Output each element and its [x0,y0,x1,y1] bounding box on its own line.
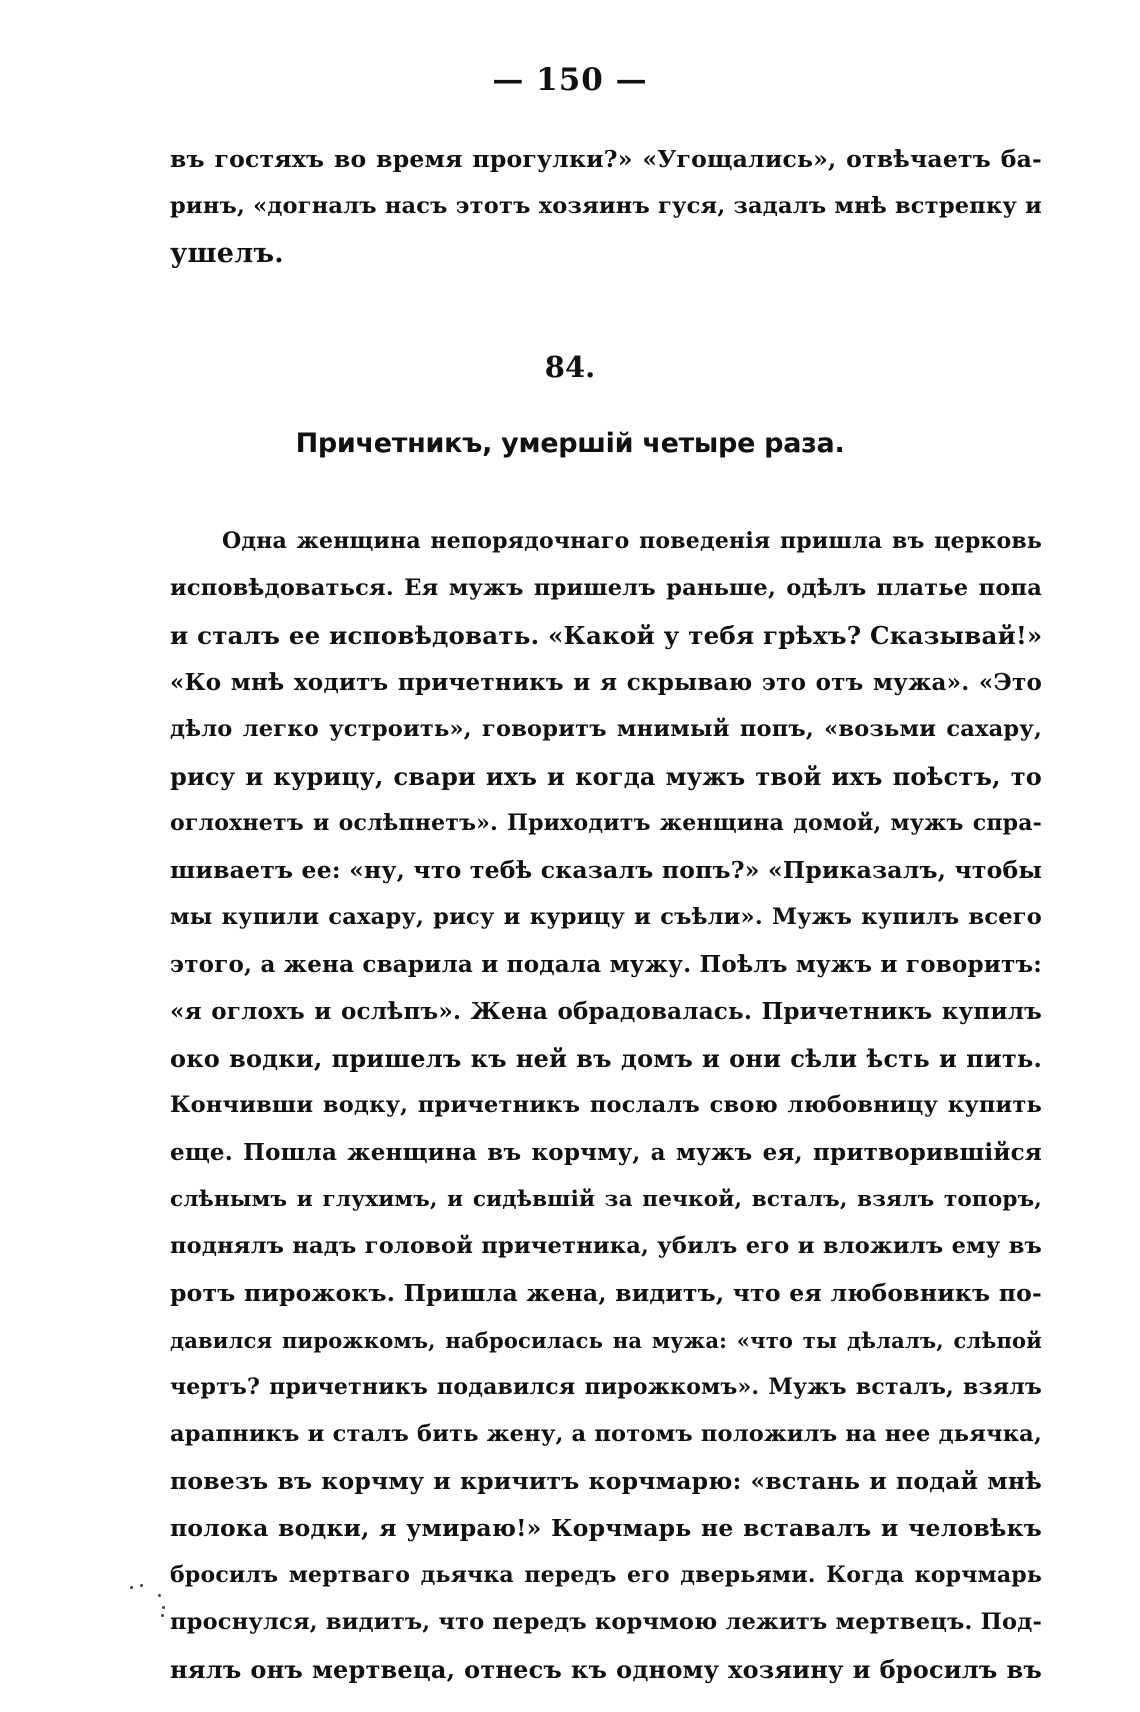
text-line: полока водки, я умираю!» Корчмарь не вставалъ и человѣкъ [170,1514,1042,1542]
text-line: поднялъ надъ головой причетника, убилъ его и вложилъ ему въ [170,1233,1042,1259]
text-line: слѣнымъ и глухимъ, и сидѣвшій за печкой, всталъ, взялъ топоръ, [170,1187,1042,1212]
print-speck-marks [128,1576,176,1616]
text-line: рису и курицу, свари ихъ и когда мужъ твой ихъ поѣстъ, то [170,762,1042,791]
story-title: Причетникъ, умершій четыре раза. [295,428,845,459]
story-number: 84. [544,350,596,384]
text-line: Кончивши водку, причетникъ послалъ свою любовницу купить [170,1092,1042,1118]
text-line: шиваетъ ее: «ну, что тебѣ сказалъ попъ?» «Приказалъ, чтобы [170,856,1043,884]
text-line: оглохнетъ и ослѣпнетъ». Приходитъ женщина домой, мужъ спра- [170,810,1042,836]
text-line: чертъ? причетникъ подавился пирожкомъ». Мужъ всталъ, взялъ [170,1374,1042,1400]
text-line: дѣло легко устроить», говоритъ мнимый попъ, «возьми сахару, [170,716,1042,742]
text-line: нялъ онъ мертвеца, отнесъ къ одному хозяину и бросилъ въ [170,1655,1042,1684]
text-line: ринъ, «догналъ насъ этотъ хозяинъ гуся, задалъ мнѣ встрепку и [170,193,1042,219]
text-line: ротъ пирожокъ. Пришла жена, видитъ, что ея любовникъ по- [170,1279,1042,1307]
text-line: бросилъ мертваго дьячка передъ его дверьями. Когда корчмарь [170,1562,1042,1588]
text-line: этого, а жена сварила и подала мужу. Поѣлъ мужъ и говоритъ: [170,951,1042,978]
text-line: «я оглохъ и ослѣпъ». Жена обрадовалась. Причетникъ купилъ [170,998,1042,1025]
previous-story-ending [170,136,1042,277]
text-line: око водки, пришелъ къ ней въ домъ и они сѣли ѣсть и пить. [170,1044,1042,1073]
story-body [170,518,1042,1693]
text-line: въ гостяхъ во время прогулки?» «Угощались», отвѣчаетъ ба- [170,145,1042,173]
text-line: ушелъ. [170,238,284,269]
text-line: арапникъ и сталъ бить жену, а потомъ положилъ на нее дьячка, [170,1421,1042,1447]
text-line: исповѣдоваться. Ея мужъ пришелъ раньше, одѣлъ платье попа [170,575,1042,601]
text-line: проснулся, видитъ, что передъ корчмою лежитъ мертвецъ. Под- [170,1609,1042,1635]
text-line: повезъ въ корчму и кричитъ корчмарю: «встань и подай мнѣ [170,1467,1042,1495]
text-line: еще. Пошла женщина въ корчму, а мужъ ея, притворившійся [170,1139,1042,1166]
page-number: — 150 — [492,62,648,98]
text-line: «Ко мнѣ ходитъ причетникъ и я скрываю это отъ мужа». «Это [170,669,1042,696]
text-line: давился пирожкомъ, набросилась на мужа: «что ты дѣлалъ, слѣпой [170,1328,1042,1353]
text-line: и сталъ ее исповѣдовать. «Какой у тебя грѣхъ? Сказывай!» [170,621,1043,650]
text-line: Одна женщина непорядочнаго поведенія пришла въ церковь [222,528,1042,554]
text-line: мы купили сахару, рису и курицу и съѣли». Мужъ купилъ всего [170,904,1042,930]
